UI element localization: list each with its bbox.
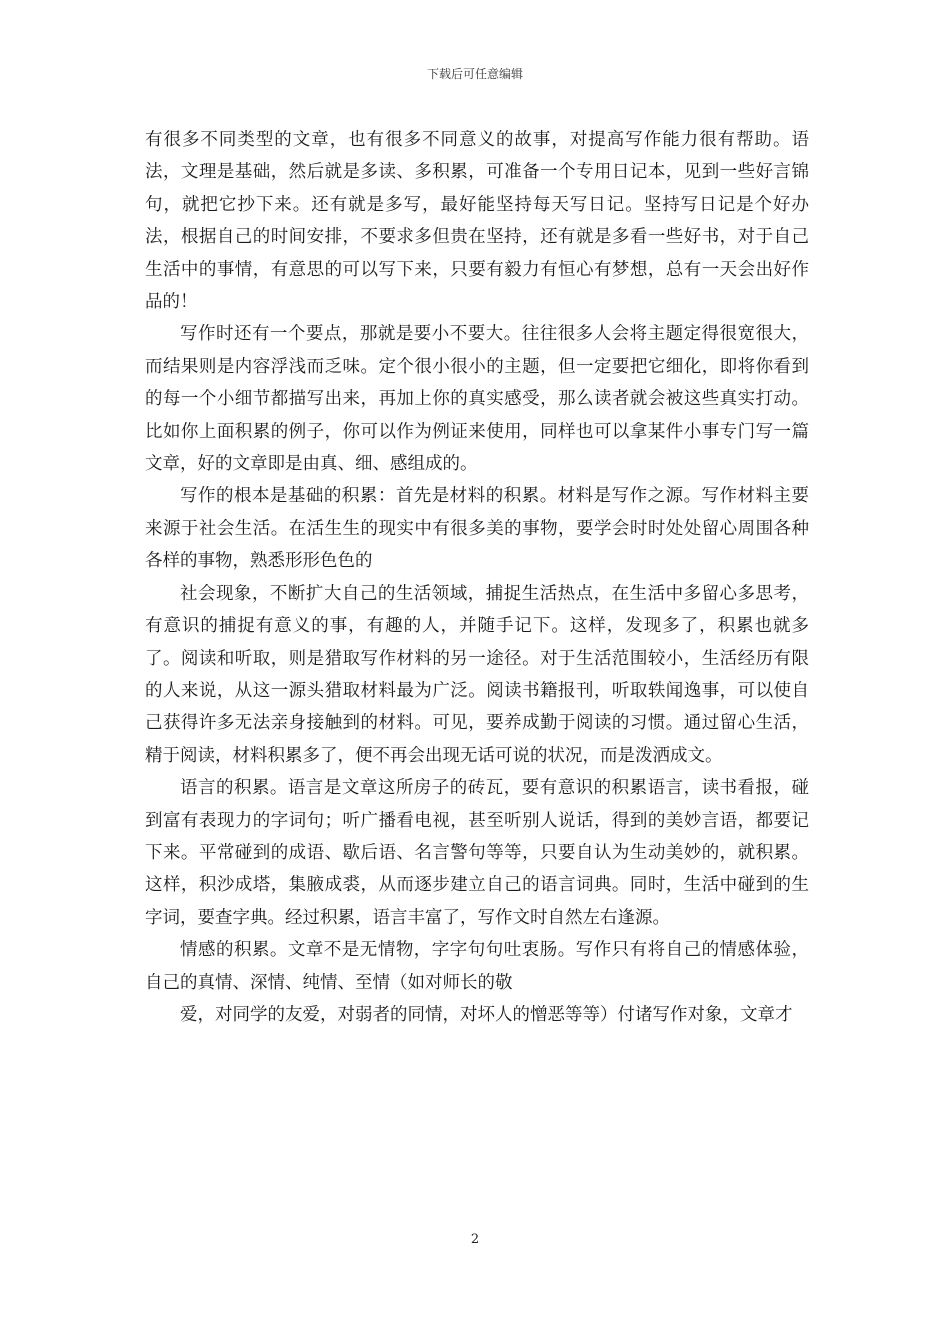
paragraph-2: 写作时还有一个要点，那就是要小不要大。往往很多人会将主题定得很宽很大，而结果则是内容浮浅而乏味。定个很小很小的主题，但一定要把它细化，即将你看到的每一个小细节都描写出来，再加上你的真实感受，那么读者就会被这些真实打动。比如你上面积累的例子，你可以作为例证来使用，同样也可以拿某件小事专门写一篇文章，好的文章即是由真、细、感组成的。 bbox=[145, 324, 809, 475]
document-body bbox=[145, 124, 809, 1031]
page-header: 下载后可任意编辑 bbox=[426, 67, 523, 81]
page-number: 2 bbox=[470, 1232, 480, 1247]
paragraph-6: 情感的积累。文章不是无情物，字字句句吐衷肠。写作只有将自己的情感体验，自己的真情、深情、纯情、至情（如对师长的敬 bbox=[145, 940, 809, 993]
paragraph-3: 写作的根本是基础的积累：首先是材料的积累。材料是写作之源。写作材料主要来源于社会生活。在活生生的现实中有很多美的事物，要学会时时处处留心周围各种各样的事物，熟悉形形色色的 bbox=[145, 486, 809, 572]
paragraph-1: 有很多不同类型的文章，也有很多不同意义的故事，对提高写作能力很有帮助。语法，文理是基础，然后就是多读、多积累，可准备一个专用日记本，见到一些好言锦句，就把它抄下来。还有就是多写，最好能坚持每天写日记。坚持写日记是个好办法，根据自己的时间安排，不要求多但贵在坚持，还有就是多看一些好书，对于自己生活中的事情，有意思的可以写下来，只要有毅力有恒心有梦想，总有一天会出好作品的！ bbox=[145, 130, 809, 313]
paragraph-4: 社会现象，不断扩大自己的生活领域，捕捉生活热点，在生活中多留心多思考，有意识的捕捉有意义的事，有趣的人，并随手记下。这样，发现多了，积累也就多了。阅读和听取，则是猎取写作材料的另一途径。对于生活范围较小，生活经历有限的人来说，从这一源头猎取材料最为广泛。阅读书籍报刊，听取轶闻逸事，可以使自己获得许多无法亲身接触到的材料。可见，要养成勤于阅读的习惯。通过留心生活，精于阅读，材料积累多了，便不再会出现无话可说的状况，而是泼洒成文。 bbox=[145, 583, 809, 766]
paragraph-7: 爱，对同学的友爱，对弱者的同情，对坏人的憎恶等等）付诸写作对象，文章才 bbox=[180, 1004, 793, 1025]
paragraph-5: 语言的积累。语言是文章这所房子的砖瓦，要有意识的积累语言，读书看报，碰到富有表现力的字词句；听广播看电视，甚至听别人说话，得到的美妙言语，都要记下来。平常碰到的成语、歇后语、名言警句等等，只要自认为生动美妙的，就积累。这样，积沙成塔，集腋成裘，从而逐步建立自己的语言词典。同时，生活中碰到的生字词，要查字典。经过积累，语言丰富了，写作文时自然左右逢源。 bbox=[145, 778, 809, 928]
